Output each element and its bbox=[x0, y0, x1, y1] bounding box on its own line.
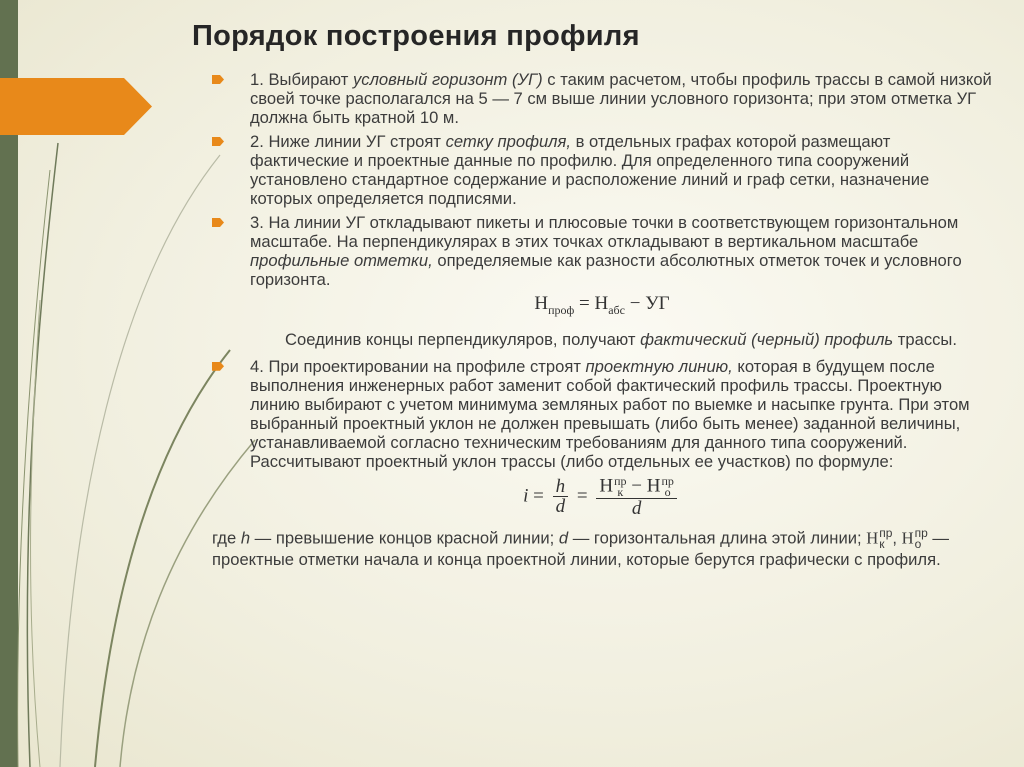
sup-sub bbox=[661, 473, 674, 499]
superscript: пр bbox=[614, 473, 627, 488]
formula-slope bbox=[212, 473, 992, 519]
italic-term: профильные отметки, bbox=[250, 251, 433, 270]
text-segment: Соединив концы перпендикуляров, получают bbox=[285, 329, 641, 349]
text-segment: 1. Выбирают bbox=[250, 70, 353, 89]
text: d bbox=[558, 528, 569, 548]
bullet-arrow-icon bbox=[212, 218, 224, 227]
sup-sub bbox=[614, 473, 627, 499]
sup-sub bbox=[914, 525, 928, 551]
formula-profile-elevation bbox=[212, 294, 992, 320]
centered-note bbox=[212, 330, 992, 349]
title-arrow-decoration bbox=[0, 78, 152, 135]
formula-rest: − УГ bbox=[625, 293, 670, 314]
formula-eq: = bbox=[574, 293, 595, 314]
text-segment: в отдельных графах которой размещают фактические и проектные данные по профилю. Для определенного типа сооружений установлено стандартное содержание и расположение линий и граф сетки, назначение которых определяется подписями. bbox=[250, 132, 930, 208]
text-segment: 4. При проектировании на профиле строят bbox=[250, 356, 586, 376]
formula-symbol: i bbox=[523, 485, 529, 507]
text-segment: определяемые как разности абсолютных отметок точек и условного горизонта. bbox=[250, 251, 962, 289]
superscript: пр bbox=[914, 525, 928, 540]
numerator: h bbox=[553, 477, 569, 497]
formula-eq: = bbox=[572, 485, 593, 507]
text-segment: 3. На линии УГ откладывают пикеты и плюсовые точки в соответствующем горизонтальном масштабе. На перпендикулярах в этих точках откладывают в вертикальном масштабе bbox=[250, 213, 959, 251]
denominator: d bbox=[555, 496, 566, 518]
formula-symbol: H bbox=[534, 293, 549, 314]
footer-explanation bbox=[212, 525, 992, 569]
text: — превышение концов красной линии; bbox=[250, 528, 559, 548]
text-segment: которая в будущем после выполнения инженерных работ заменит собой фактический профиль трассы. Проектную линию выбирают с учетом минимума земляных работ по выемке и насыпке грунта. При этом выбранный проектный уклон не должен превышать (либо быть менее) заданной величины, устанавливаемой согласно техническим требованиям для данного типа сооружений. Рассчитывают проектный уклон трассы (либо отдельных ее участков) по формуле: bbox=[250, 356, 970, 471]
formula-symbol: H bbox=[866, 528, 879, 548]
formula-eq: = bbox=[528, 485, 549, 507]
formula-symbol: H bbox=[901, 528, 914, 548]
bullet-item-1 bbox=[212, 70, 992, 127]
numerator bbox=[596, 473, 677, 499]
bullet-arrow-icon bbox=[212, 137, 224, 146]
text: h bbox=[240, 528, 251, 548]
sup-sub bbox=[879, 525, 893, 551]
bullet-arrow-icon bbox=[212, 362, 224, 371]
subscript: о bbox=[914, 536, 922, 551]
fraction-h-d bbox=[553, 477, 569, 516]
italic-term: проектную линию, bbox=[585, 356, 733, 376]
formula-subscript: абс bbox=[608, 302, 625, 317]
bullet-item-3 bbox=[212, 213, 992, 289]
subscript: к bbox=[617, 484, 624, 499]
italic-term: сетку профиля, bbox=[445, 132, 572, 151]
text: — проектные отметки начала и конца проектной линии, которые берутся графически с профиля. bbox=[212, 528, 949, 569]
fraction-elevations bbox=[596, 473, 677, 519]
formula-symbol: H bbox=[594, 293, 609, 314]
bullet-item-2 bbox=[212, 132, 992, 208]
denominator: d bbox=[631, 497, 642, 519]
formula-symbol: H bbox=[599, 475, 614, 497]
text: — горизонтальная длина этой линии; bbox=[568, 528, 867, 548]
text-segment: с таким расчетом, чтобы профиль трассы в самой низкой своей точке располагался на 5 — 7 см выше линии условного горизонта; при этом отметка УГ должна быть кратной 10 м. bbox=[250, 70, 992, 127]
superscript: пр bbox=[879, 525, 893, 540]
text-segment: трассы. bbox=[893, 329, 957, 349]
formula-subscript: проф bbox=[548, 302, 575, 317]
text: где bbox=[212, 528, 241, 548]
bullet-item-4 bbox=[212, 357, 992, 471]
superscript: пр bbox=[661, 473, 674, 488]
formula-minus: − bbox=[626, 475, 647, 497]
formula-symbol: H bbox=[646, 475, 661, 497]
text-segment: 2. Ниже линии УГ строят bbox=[250, 132, 446, 151]
subscript: к bbox=[879, 536, 885, 551]
slide-title: Порядок построения профиля bbox=[192, 20, 640, 52]
slide-content bbox=[212, 70, 992, 569]
italic-term: фактический (черный) профиль bbox=[640, 329, 894, 349]
text: , bbox=[892, 528, 902, 548]
subscript: о bbox=[664, 484, 671, 499]
italic-term: условный горизонт (УГ) bbox=[352, 70, 543, 89]
bullet-arrow-icon bbox=[212, 75, 224, 84]
